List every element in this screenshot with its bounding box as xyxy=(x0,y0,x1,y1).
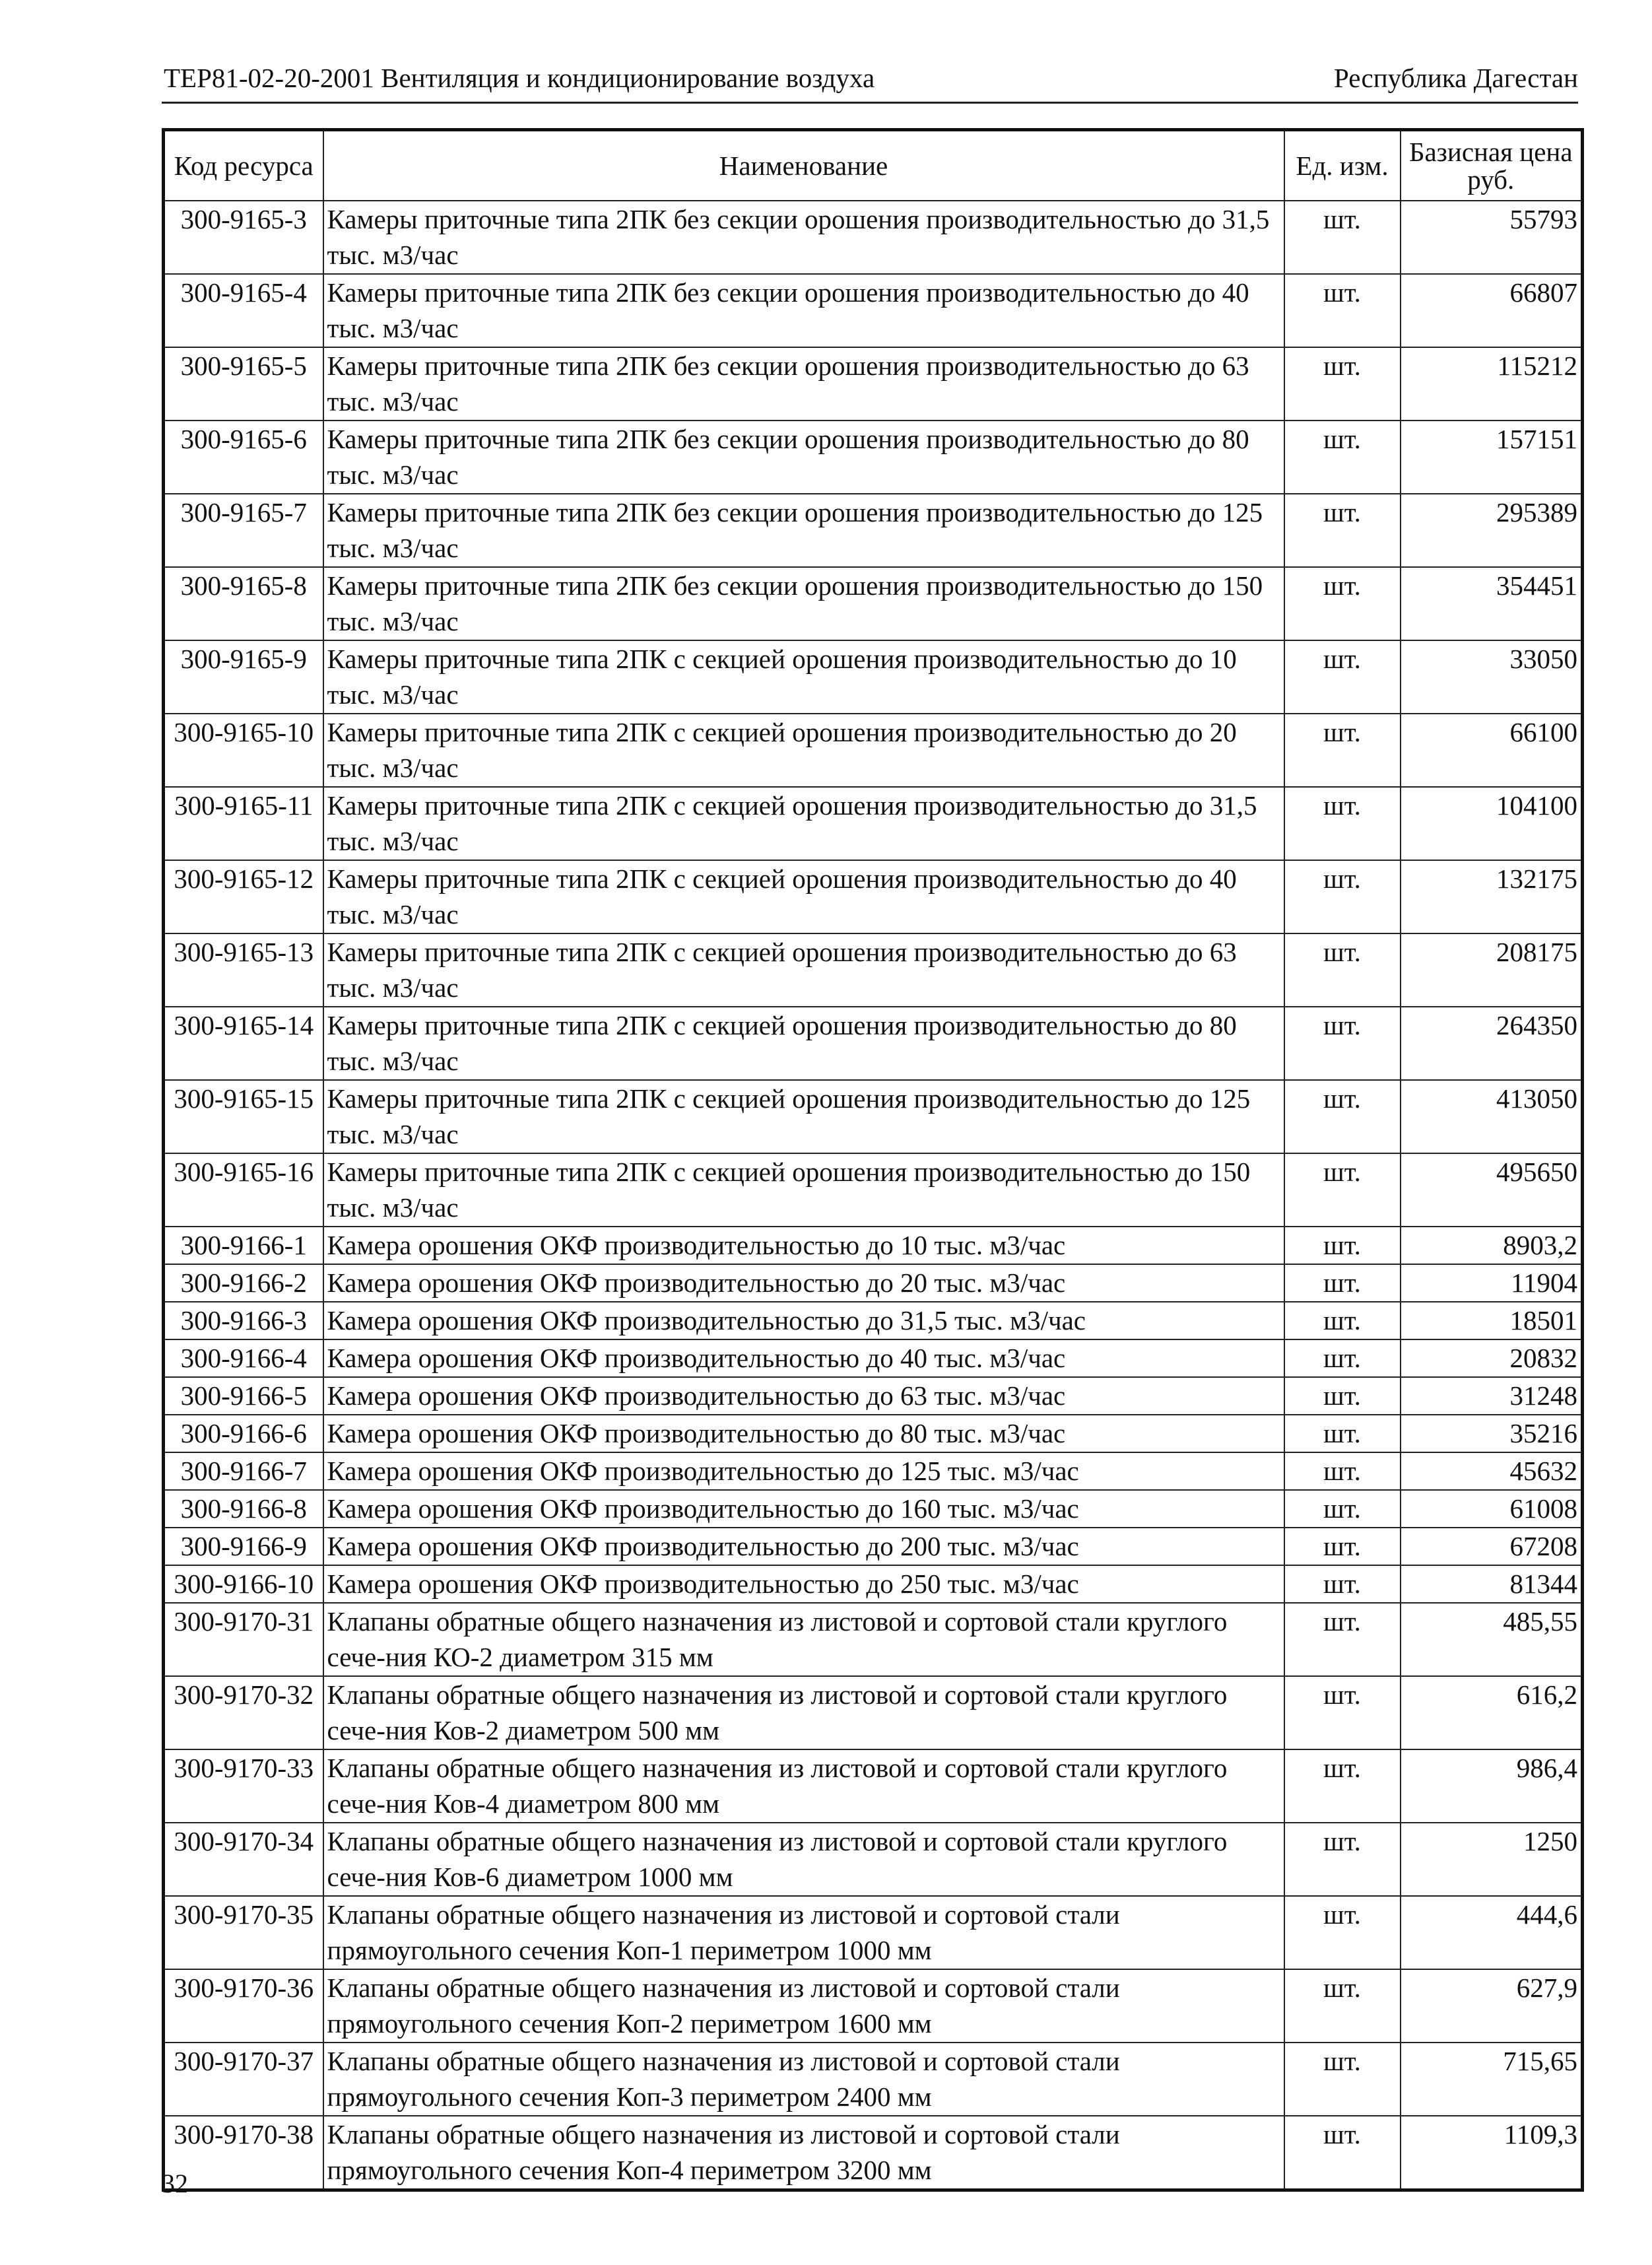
resource-code-cell: 300-9165-11 xyxy=(164,787,323,860)
unit-cell: шт. xyxy=(1284,1007,1401,1080)
table-row xyxy=(164,1339,1583,1377)
resource-name-cell: Камеры приточные типа 2ПК с секцией орошения производительностью до 63 тыс. м3/час xyxy=(323,933,1284,1007)
unit-cell: шт. xyxy=(1284,787,1401,860)
column-header-code: Код ресурса xyxy=(164,130,323,201)
resource-name-cell: Камеры приточные типа 2ПК без секции орошения производительностью до 80 тыс. м3/час xyxy=(323,421,1284,494)
resource-name-cell: Камера орошения ОКФ производительностью до 250 тыс. м3/час xyxy=(323,1565,1284,1603)
table-row xyxy=(164,1676,1583,1749)
resource-code-cell: 300-9165-5 xyxy=(164,347,323,421)
resource-name-cell: Клапаны обратные общего назначения из листовой и сортовой стали круглого сече-ния Ков-2 диаметром 500 мм xyxy=(323,1676,1284,1749)
unit-cell: шт. xyxy=(1284,1452,1401,1490)
base-price-cell: 35216 xyxy=(1401,1415,1583,1452)
table-row xyxy=(164,1490,1583,1528)
resource-code-cell: 300-9165-15 xyxy=(164,1080,323,1153)
resource-code-cell: 300-9170-34 xyxy=(164,1823,323,1896)
unit-cell: шт. xyxy=(1284,1264,1401,1302)
unit-cell: шт. xyxy=(1284,1676,1401,1749)
resource-name-cell: Камера орошения ОКФ производительностью до 200 тыс. м3/час xyxy=(323,1528,1284,1565)
resource-name-cell: Камеры приточные типа 2ПК без секции орошения производительностью до 31,5 тыс. м3/час xyxy=(323,201,1284,274)
unit-cell: шт. xyxy=(1284,1969,1401,2043)
resource-name-cell: Камеры приточные типа 2ПК без секции орошения производительностью до 63 тыс. м3/час xyxy=(323,347,1284,421)
base-price-cell: 66100 xyxy=(1401,714,1583,787)
unit-cell: шт. xyxy=(1284,1565,1401,1603)
table-row xyxy=(164,2116,1583,2190)
resource-code-cell: 300-9166-6 xyxy=(164,1415,323,1452)
base-price-cell: 81344 xyxy=(1401,1565,1583,1603)
table-row xyxy=(164,640,1583,714)
base-price-cell: 11904 xyxy=(1401,1264,1583,1302)
base-price-cell: 264350 xyxy=(1401,1007,1583,1080)
table-row xyxy=(164,1153,1583,1227)
unit-cell: шт. xyxy=(1284,201,1401,274)
resource-name-cell: Клапаны обратные общего назначения из листовой и сортовой стали прямоугольного сечения Коп-3 периметром 2400 мм xyxy=(323,2043,1284,2116)
base-price-cell: 444,6 xyxy=(1401,1896,1583,1969)
table-row xyxy=(164,347,1583,421)
resource-name-cell: Клапаны обратные общего назначения из листовой и сортовой стали круглого сече-ния Ков-6 диаметром 1000 мм xyxy=(323,1823,1284,1896)
unit-cell: шт. xyxy=(1284,1528,1401,1565)
base-price-cell: 31248 xyxy=(1401,1377,1583,1415)
table-row xyxy=(164,1452,1583,1490)
unit-cell: шт. xyxy=(1284,1377,1401,1415)
unit-cell: шт. xyxy=(1284,1227,1401,1264)
table-row xyxy=(164,1007,1583,1080)
resource-code-cell: 300-9165-4 xyxy=(164,274,323,347)
unit-cell: шт. xyxy=(1284,640,1401,714)
base-price-cell: 1109,3 xyxy=(1401,2116,1583,2190)
table-row xyxy=(164,1227,1583,1264)
resource-name-cell: Клапаны обратные общего назначения из листовой и сортовой стали круглого сече-ния КО-2 диаметром 315 мм xyxy=(323,1603,1284,1676)
resource-name-cell: Камеры приточные типа 2ПК без секции орошения производительностью до 125 тыс. м3/час xyxy=(323,494,1284,567)
resource-name-cell: Клапаны обратные общего назначения из листовой и сортовой стали прямоугольного сечения Коп-1 периметром 1000 мм xyxy=(323,1896,1284,1969)
resource-code-cell: 300-9170-36 xyxy=(164,1969,323,2043)
unit-cell: шт. xyxy=(1284,1749,1401,1823)
header-rule xyxy=(162,102,1578,104)
unit-cell: шт. xyxy=(1284,274,1401,347)
resource-code-cell: 300-9165-9 xyxy=(164,640,323,714)
column-header-name: Наименование xyxy=(323,130,1284,201)
resource-name-cell: Камера орошения ОКФ производительностью до 40 тыс. м3/час xyxy=(323,1339,1284,1377)
document-title: ТЕР81-02-20-2001 Вентиляция и кондиционирование воздуха xyxy=(164,63,875,93)
resource-name-cell: Камеры приточные типа 2ПК с секцией орошения производительностью до 10 тыс. м3/час xyxy=(323,640,1284,714)
table-row xyxy=(164,2043,1583,2116)
resource-name-cell: Камеры приточные типа 2ПК с секцией орошения производительностью до 80 тыс. м3/час xyxy=(323,1007,1284,1080)
resource-name-cell: Камера орошения ОКФ производительностью до 125 тыс. м3/час xyxy=(323,1452,1284,1490)
resource-code-cell: 300-9166-3 xyxy=(164,1302,323,1339)
resource-name-cell: Камера орошения ОКФ производительностью до 31,5 тыс. м3/час xyxy=(323,1302,1284,1339)
resource-name-cell: Камеры приточные типа 2ПК с секцией орошения производительностью до 31,5 тыс. м3/час xyxy=(323,787,1284,860)
table-row xyxy=(164,714,1583,787)
table-row xyxy=(164,1896,1583,1969)
resource-code-cell: 300-9165-10 xyxy=(164,714,323,787)
resource-name-cell: Клапаны обратные общего назначения из листовой и сортовой стали прямоугольного сечения Коп-4 периметром 3200 мм xyxy=(323,2116,1284,2190)
unit-cell: шт. xyxy=(1284,1302,1401,1339)
base-price-cell: 413050 xyxy=(1401,1080,1583,1153)
resource-code-cell: 300-9170-37 xyxy=(164,2043,323,2116)
base-price-cell: 295389 xyxy=(1401,494,1583,567)
resource-name-cell: Камеры приточные типа 2ПК без секции орошения производительностью до 40 тыс. м3/час xyxy=(323,274,1284,347)
base-price-cell: 115212 xyxy=(1401,347,1583,421)
resource-code-cell: 300-9166-1 xyxy=(164,1227,323,1264)
resource-code-cell: 300-9165-13 xyxy=(164,933,323,1007)
unit-cell: шт. xyxy=(1284,860,1401,933)
resource-code-cell: 300-9165-16 xyxy=(164,1153,323,1227)
unit-cell: шт. xyxy=(1284,1823,1401,1896)
base-price-cell: 627,9 xyxy=(1401,1969,1583,2043)
resource-name-cell: Камеры приточные типа 2ПК с секцией орошения производительностью до 150 тыс. м3/час xyxy=(323,1153,1284,1227)
resource-code-cell: 300-9170-31 xyxy=(164,1603,323,1676)
unit-cell: шт. xyxy=(1284,1896,1401,1969)
unit-cell: шт. xyxy=(1284,1153,1401,1227)
resource-name-cell: Камера орошения ОКФ производительностью до 80 тыс. м3/час xyxy=(323,1415,1284,1452)
table-row xyxy=(164,933,1583,1007)
unit-cell: шт. xyxy=(1284,1603,1401,1676)
resource-code-cell: 300-9166-4 xyxy=(164,1339,323,1377)
unit-cell: шт. xyxy=(1284,567,1401,640)
resource-code-cell: 300-9166-5 xyxy=(164,1377,323,1415)
table-row xyxy=(164,201,1583,274)
resource-name-cell: Камеры приточные типа 2ПК с секцией орошения производительностью до 20 тыс. м3/час xyxy=(323,714,1284,787)
base-price-cell: 616,2 xyxy=(1401,1676,1583,1749)
unit-cell: шт. xyxy=(1284,2043,1401,2116)
resource-name-cell: Клапаны обратные общего назначения из листовой и сортовой стали круглого сече-ния Ков-4 диаметром 800 мм xyxy=(323,1749,1284,1823)
base-price-cell: 67208 xyxy=(1401,1528,1583,1565)
resource-code-cell: 300-9170-33 xyxy=(164,1749,323,1823)
resource-code-cell: 300-9170-35 xyxy=(164,1896,323,1969)
table-row xyxy=(164,1749,1583,1823)
resource-name-cell: Камеры приточные типа 2ПК с секцией орошения производительностью до 40 тыс. м3/час xyxy=(323,860,1284,933)
table-row xyxy=(164,421,1583,494)
table-body xyxy=(164,201,1583,2190)
table-row xyxy=(164,1080,1583,1153)
resource-code-cell: 300-9170-32 xyxy=(164,1676,323,1749)
base-price-cell: 20832 xyxy=(1401,1339,1583,1377)
table-row xyxy=(164,1415,1583,1452)
resource-code-cell: 300-9165-8 xyxy=(164,567,323,640)
resource-name-cell: Клапаны обратные общего назначения из листовой и сортовой стали прямоугольного сечения Коп-2 периметром 1600 мм xyxy=(323,1969,1284,2043)
resource-code-cell: 300-9166-8 xyxy=(164,1490,323,1528)
resource-name-cell: Камеры приточные типа 2ПК с секцией орошения производительностью до 125 тыс. м3/час xyxy=(323,1080,1284,1153)
resource-name-cell: Камера орошения ОКФ производительностью до 20 тыс. м3/час xyxy=(323,1264,1284,1302)
table-header-row xyxy=(164,130,1583,201)
resource-price-table xyxy=(162,128,1584,2192)
unit-cell: шт. xyxy=(1284,347,1401,421)
unit-cell: шт. xyxy=(1284,933,1401,1007)
base-price-cell: 55793 xyxy=(1401,201,1583,274)
table-row xyxy=(164,1528,1583,1565)
resource-code-cell: 300-9166-7 xyxy=(164,1452,323,1490)
unit-cell: шт. xyxy=(1284,1490,1401,1528)
base-price-cell: 354451 xyxy=(1401,567,1583,640)
resource-name-cell: Камера орошения ОКФ производительностью до 160 тыс. м3/час xyxy=(323,1490,1284,1528)
resource-code-cell: 300-9165-12 xyxy=(164,860,323,933)
unit-cell: шт. xyxy=(1284,714,1401,787)
base-price-cell: 18501 xyxy=(1401,1302,1583,1339)
resource-code-cell: 300-9170-38 xyxy=(164,2116,323,2190)
table-row xyxy=(164,1302,1583,1339)
column-header-price: Базисная цена руб. xyxy=(1401,130,1583,201)
base-price-cell: 45632 xyxy=(1401,1452,1583,1490)
base-price-cell: 104100 xyxy=(1401,787,1583,860)
table-row xyxy=(164,787,1583,860)
base-price-cell: 986,4 xyxy=(1401,1749,1583,1823)
unit-cell: шт. xyxy=(1284,1339,1401,1377)
unit-cell: шт. xyxy=(1284,2116,1401,2190)
unit-cell: шт. xyxy=(1284,494,1401,567)
resource-code-cell: 300-9165-14 xyxy=(164,1007,323,1080)
page-number: 32 xyxy=(162,2169,188,2198)
table-row xyxy=(164,1264,1583,1302)
base-price-cell: 208175 xyxy=(1401,933,1583,1007)
resource-code-cell: 300-9165-3 xyxy=(164,201,323,274)
unit-cell: шт. xyxy=(1284,1415,1401,1452)
region-label: Республика Дагестан xyxy=(1334,63,1578,93)
resource-name-cell: Камера орошения ОКФ производительностью до 10 тыс. м3/час xyxy=(323,1227,1284,1264)
resource-code-cell: 300-9166-9 xyxy=(164,1528,323,1565)
base-price-cell: 132175 xyxy=(1401,860,1583,933)
table-row xyxy=(164,274,1583,347)
base-price-cell: 8903,2 xyxy=(1401,1227,1583,1264)
table-row xyxy=(164,1969,1583,2043)
base-price-cell: 157151 xyxy=(1401,421,1583,494)
resource-name-cell: Камера орошения ОКФ производительностью до 63 тыс. м3/час xyxy=(323,1377,1284,1415)
unit-cell: шт. xyxy=(1284,421,1401,494)
resource-code-cell: 300-9165-6 xyxy=(164,421,323,494)
table-row xyxy=(164,1823,1583,1896)
table-row xyxy=(164,860,1583,933)
base-price-cell: 66807 xyxy=(1401,274,1583,347)
unit-cell: шт. xyxy=(1284,1080,1401,1153)
base-price-cell: 485,55 xyxy=(1401,1603,1583,1676)
base-price-cell: 715,65 xyxy=(1401,2043,1583,2116)
resource-code-cell: 300-9166-2 xyxy=(164,1264,323,1302)
table-row xyxy=(164,1565,1583,1603)
base-price-cell: 1250 xyxy=(1401,1823,1583,1896)
column-header-unit: Ед. изм. xyxy=(1284,130,1401,201)
resource-name-cell: Камеры приточные типа 2ПК без секции орошения производительностью до 150 тыс. м3/час xyxy=(323,567,1284,640)
table-row xyxy=(164,1603,1583,1676)
base-price-cell: 33050 xyxy=(1401,640,1583,714)
table-row xyxy=(164,567,1583,640)
resource-code-cell: 300-9166-10 xyxy=(164,1565,323,1603)
base-price-cell: 495650 xyxy=(1401,1153,1583,1227)
base-price-cell: 61008 xyxy=(1401,1490,1583,1528)
resource-code-cell: 300-9165-7 xyxy=(164,494,323,567)
table-row xyxy=(164,494,1583,567)
table-row xyxy=(164,1377,1583,1415)
